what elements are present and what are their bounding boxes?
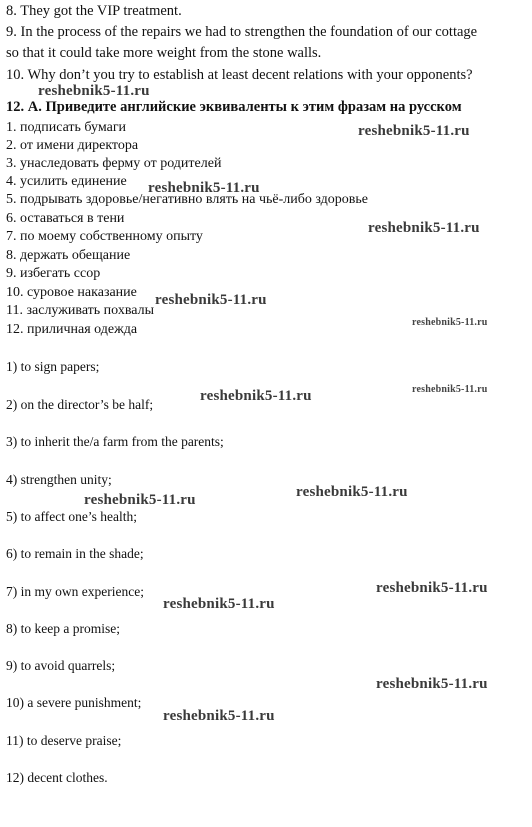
sentence-line: 8. They got the VIP treatment. xyxy=(6,3,182,19)
sentence-line: 10. Why don’t you try to establish at least decent relations with your opponents? xyxy=(6,67,473,83)
russian-phrase: 1. подписать бумаги xyxy=(6,120,127,135)
answer-line: 9) to avoid quarrels; xyxy=(6,658,116,673)
answer-line: 6) to remain in the shade; xyxy=(6,546,144,561)
task-heading: 12. А. Приведите английские эквиваленты к этим фразам на русском xyxy=(6,99,462,115)
russian-phrase: 10. суровое наказание xyxy=(6,285,137,300)
sentence-line: 9. In the process of the repairs we had to strengthen the foundation of our cottage xyxy=(6,24,478,40)
watermark: reshebnik5-11.ru xyxy=(163,596,275,612)
russian-phrase: 12. приличная одежда xyxy=(6,322,138,337)
answer-line: 7) in my own experience; xyxy=(6,584,144,599)
answer-line: 4) strengthen unity; xyxy=(6,472,112,487)
watermark: reshebnik5-11.ru xyxy=(84,492,196,508)
watermark: reshebnik5-11.ru xyxy=(155,292,267,308)
answer-line: 12) decent clothes. xyxy=(6,770,108,785)
watermark: reshebnik5-11.ru xyxy=(368,220,480,236)
watermark: reshebnik5-11.ru xyxy=(358,123,470,139)
watermark: reshebnik5-11.ru xyxy=(412,317,488,328)
answer-line: 5) to affect one’s health; xyxy=(6,509,137,524)
watermark: reshebnik5-11.ru xyxy=(296,484,408,500)
watermark: reshebnik5-11.ru xyxy=(148,180,260,196)
russian-phrase: 3. унаследовать ферму от родителей xyxy=(6,156,222,171)
russian-phrase: 7. по моему собственному опыту xyxy=(6,229,203,244)
answer-line: 3) to inherit the/a farm from the parents; xyxy=(6,434,224,449)
answer-line: 2) on the director’s be half; xyxy=(6,397,154,412)
answer-line: 10) a severe punishment; xyxy=(6,695,142,710)
russian-phrase: 5. подрывать здоровье/негативно влять на чьё-либо здоровье xyxy=(6,192,368,207)
answer-line: 1) to sign papers; xyxy=(6,359,100,374)
answer-line: 8) to keep a promise; xyxy=(6,621,120,636)
watermark: reshebnik5-11.ru xyxy=(412,384,488,395)
watermark: reshebnik5-11.ru xyxy=(38,83,150,99)
russian-phrase: 8. держать обещание xyxy=(6,248,131,263)
watermark: reshebnik5-11.ru xyxy=(200,388,312,404)
russian-phrase: 9. избегать ссор xyxy=(6,266,101,281)
sentence-line: so that it could take more weight from the stone walls. xyxy=(6,45,322,61)
russian-phrase: 4. усилить единение xyxy=(6,174,127,189)
answer-line: 11) to deserve praise; xyxy=(6,733,122,748)
russian-phrase: 6. оставаться в тени xyxy=(6,211,125,226)
watermark: reshebnik5-11.ru xyxy=(376,580,488,596)
russian-phrase: 11. заслуживать похвалы xyxy=(6,303,154,318)
watermark: reshebnik5-11.ru xyxy=(163,708,275,724)
watermark: reshebnik5-11.ru xyxy=(376,676,488,692)
russian-phrase: 2. от имени директора xyxy=(6,138,139,153)
